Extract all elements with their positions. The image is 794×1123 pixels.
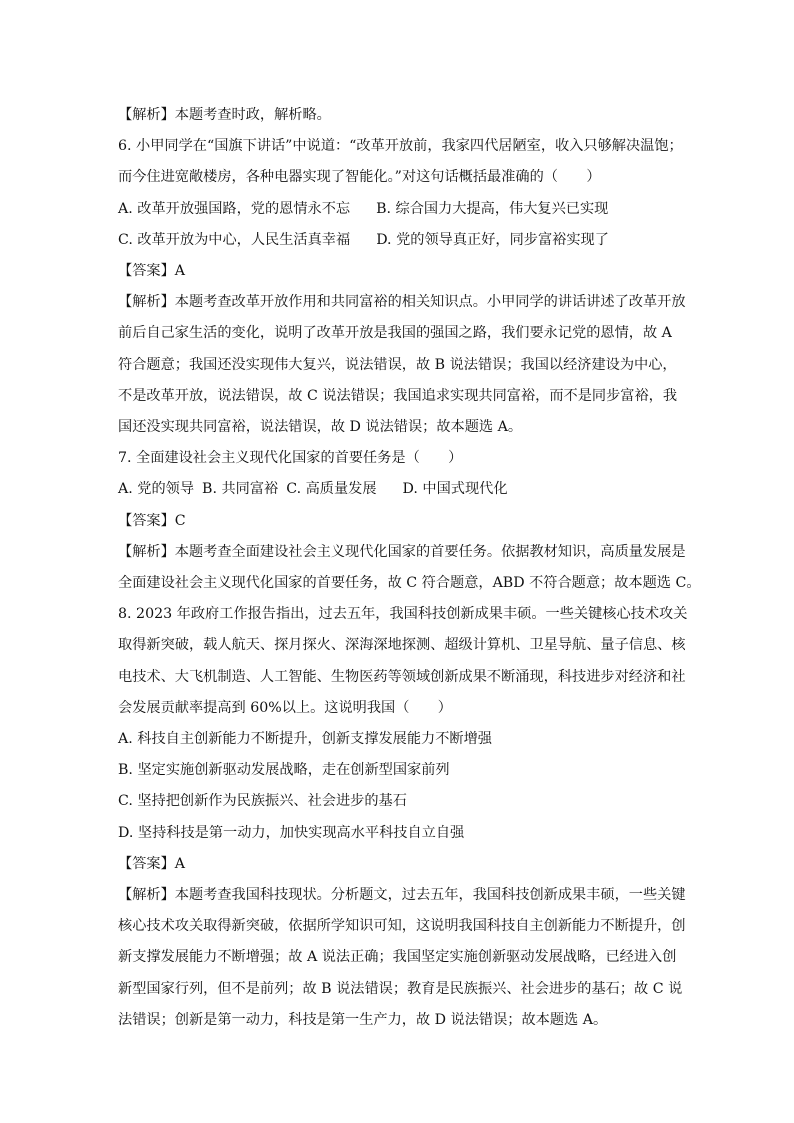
q7-option-b: B. 共同富裕 [202,481,279,498]
analysis-q8-1: 【解析】本题考查我国科技现状。分析题文，过去五年，我国科技创新成果丰硕，一些关键 [118,887,686,904]
analysis-q8-5: 法错误；创新是第一动力，科技是第一生产力，故 D 说法错误；故本题选 A。 [118,1011,608,1028]
answer-q6: 【答案】A [118,263,185,280]
analysis-q6-1: 【解析】本题考查改革开放作用和共同富裕的相关知识点。小甲同学的讲话讲述了改革开放 [118,294,686,311]
answer-q8: 【答案】A [118,855,185,872]
q8-option-a: A. 科技自主创新能力不断提升，创新支撑发展能力不断增强 [118,731,492,748]
question-7-stem: 7. 全面建设社会主义现代化国家的首要任务是（ ） [118,450,463,467]
question-6-stem-1: 6. 小甲同学在“国旗下讲话”中说道：“改革开放前，我家四代居陋室，收入只够解决温饱； [118,138,683,155]
q8-option-c: C. 坚持把创新作为民族振兴、社会进步的基石 [118,793,407,810]
q6-option-c: C. 改革开放为中心，人民生活真幸福 [118,231,351,248]
question-6-options-row-2 [118,225,688,256]
analysis-q7-2: 全面建设社会主义现代化国家的首要任务，故 C 符合题意，ABD 不符合题意；故本题选 C。 [118,575,701,592]
question-6-options-row-1 [118,194,688,225]
question-8-stem-3: 电技术、大飞机制造、人工智能、生物医药等领域创新成果不断涌现，科技进步对经济和社 [118,668,686,685]
question-8-stem-1: 8. 2023 年政府工作报告指出，过去五年，我国科技创新成果丰硕。一些关键核心技术攻关 [118,606,688,623]
question-7-options-row [118,474,688,505]
q7-option-c: C. 高质量发展 [286,481,377,498]
question-8-stem-4: 会发展贡献率提高到 60%以上。这说明我国（ ） [118,699,452,716]
analysis-q8-4: 新型国家行列，但不是前列；故 B 说法错误；教育是民族振兴、社会进步的基石；故 C 说 [118,980,683,997]
q6-option-b: B. 综合国力大提高，伟大复兴已实现 [376,200,609,217]
analysis-q7-1: 【解析】本题考查全面建设社会主义现代化国家的首要任务。依据教材知识，高质量发展是 [118,543,686,560]
question-8-stem-2: 取得新突破，载人航天、探月探火、深海深地探测、超级计算机、卫星导航、量子信息、核 [118,637,686,654]
analysis-q6-5: 国还没实现共同富裕，说法错误，故 D 说法错误；故本题选 A。 [118,419,523,436]
analysis-q6-2: 前后自己家生活的变化，说明了改革开放是我国的强国之路，我们要永记党的恩情，故 A [118,325,672,342]
answer-q7: 【答案】C [118,512,186,529]
q8-option-b: B. 坚定实施创新驱动发展战略，走在创新型国家前列 [118,762,450,779]
q6-option-d: D. 党的领导真正好，同步富裕实现了 [376,231,609,248]
q7-option-a: A. 党的领导 [118,481,195,498]
document-page [118,100,701,1036]
analysis-q6-3: 符合题意；我国还没实现伟大复兴，说法错误，故 B 说法错误；我国以经济建设为中心， [118,356,677,373]
q8-option-d: D. 坚持科技是第一动力，加快实现高水平科技自立自强 [118,824,465,841]
analysis-q8-3: 新支撑发展能力不断增强；故 A 说法正确；我国坚定实施创新驱动发展战略，已经进入创 [118,949,677,966]
analysis-q8-2: 核心技术攻关取得新突破，依据所学知识可知，这说明我国科技自主创新能力不断提升，创 [118,918,686,935]
q7-option-d: D. 中国式现代化 [402,481,508,498]
q6-option-a: A. 改革开放强国路，党的恩情永不忘 [118,200,351,217]
question-6-stem-2: 而今住进宽敞楼房，各种电器实现了智能化。”对这句话概括最准确的（ ） [118,169,601,186]
analysis-q6-4: 不是改革开放，说法错误，故 C 说法错误；我国追求实现共同富裕，而不是同步富裕，我 [118,387,678,404]
analysis-q5: 【解析】本题考查时政，解析略。 [118,107,331,123]
